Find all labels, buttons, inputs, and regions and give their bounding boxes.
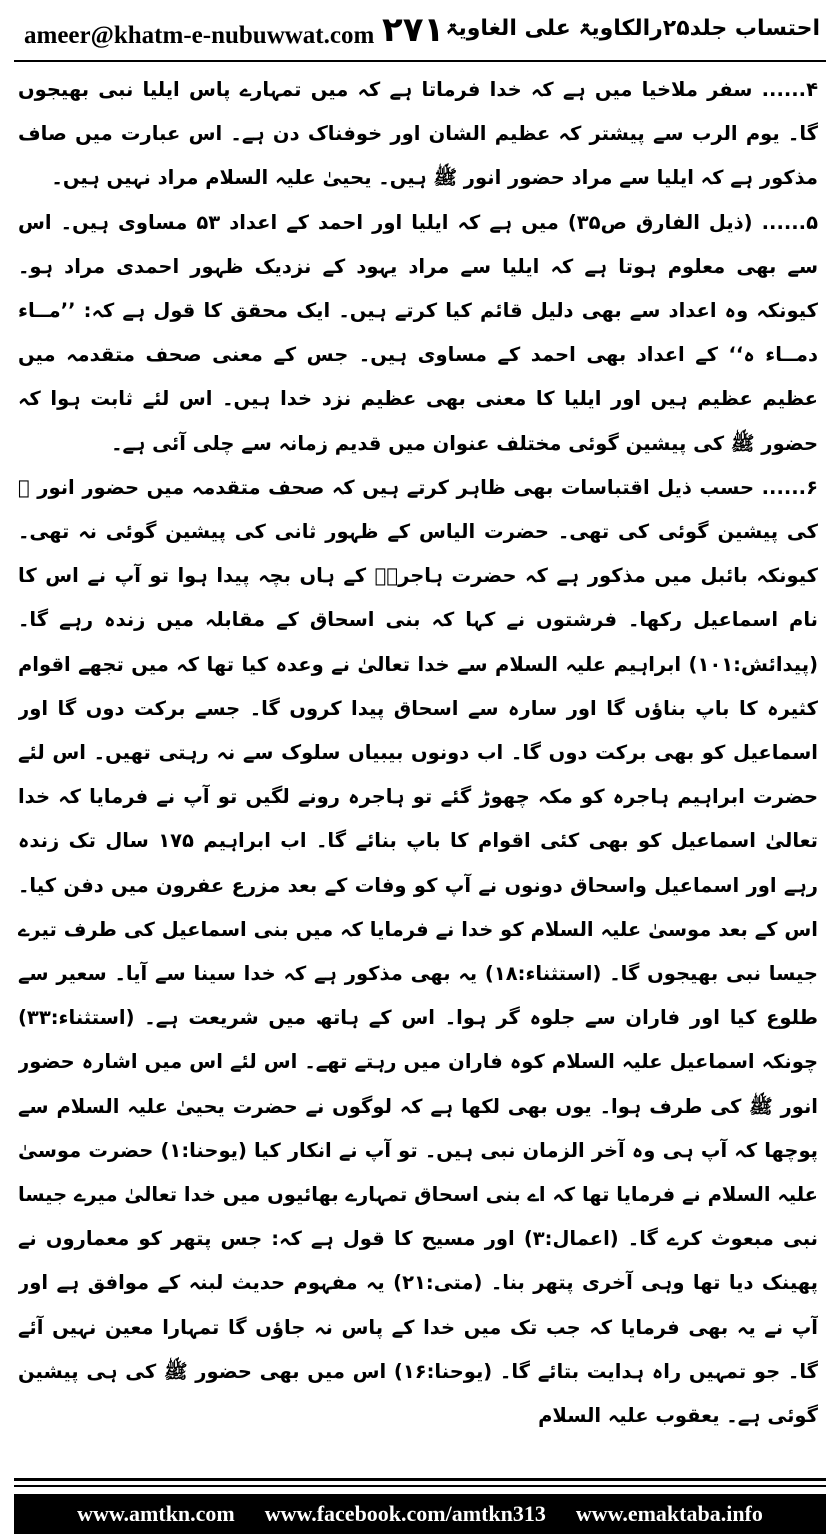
header-divider bbox=[14, 60, 826, 62]
footer-divider-top bbox=[14, 1478, 826, 1481]
page-header bbox=[14, 8, 826, 64]
paragraph-5: ۵...... (ذیل الفارق ص۳۵) میں ہے کہ ایلیا اور احمد کے اعداد ۵۳ مساوی ہیں۔ اس سے بھی معلوم ہوتا ہے کہ ایلیا سے مراد یہود کے نزدیک ظہور احمدی مراد ہو۔ کیونکہ وہ اعداد سے بھی دلیل قائم کیا کرتے ہیں۔ ایک محقق کا قول ہے کہ: ’’مــاء دمــاء ہ‘‘ کے اعداد بھی احمد کے مساوی ہیں۔ جس کے معنی صحف متقدمہ میں عظیم عظیم ہیں اور ایلیا کا معنی بھی عظیم نزد خدا ہیں۔ اس لئے ثابت ہوا کہ حضور ﷺ کی پیشین گوئی مختلف عنوان میں قدیم زمانہ سے چلی آئی ہے۔ bbox=[18, 210, 818, 455]
paragraph-4: ۴...... سفر ملاخیا میں ہے کہ خدا فرماتا ہے کہ میں تمہارے پاس ایلیا نبی بھیجوں گا۔ یوم الرب سے پیشتر کہ عظیم الشان اور خوفناک دن ہے۔ اس عبارت میں صاف مذکور ہے کہ ایلیا سے مراد حضور انور ﷺ ہیں۔ یحییٰ علیہ السلام مراد نہیں ہیں۔ bbox=[18, 78, 818, 190]
paragraph-6: ۶...... حسب ذیل اقتباسات بھی ظاہر کرتے ہیں کہ صحف متقدمہ میں حضور انور ﷺ کی پیشین گوئی کی تھی۔ حضرت الیاس کے ظہور ثانی کی پیشین گوئی نہ تھی۔ کیونکہ بائبل میں مذکور ہے کہ حضرت ہاجرہؑ کے ہاں بچہ پیدا ہوا تو آپ نے اس کا نام اسماعیل رکھا۔ فرشتوں نے کہا کہ بنی اسحاق کے مقابلہ میں زندہ رہے گا۔ (پیدائش:۱۰۱) ابراہیم علیہ السلام سے خدا تعالیٰ نے وعدہ کیا تھا کہ میں تجھے اقوام کثیرہ کا باپ بناؤں گا اور سارہ سے اسحاق پیدا کروں گا۔ جسے برکت دوں گا اور اسماعیل کو بھی برکت دوں گا۔ اب دونوں بیبیاں سلوک سے نہ رہتی تھیں۔ اس لئے حضرت ابراہیم ہاجرہ کو مکہ چھوڑ گئے تو ہاجرہ رونے لگیں تو آپ نے فرمایا کہ خدا تعالیٰ اسماعیل کو بھی کئی اقوام کا باپ بنائے گا۔ اب ابراہیم ۱۷۵ سال تک زندہ رہے اور اسماعیل واسحاق دونوں نے آپ کو وفات کے بعد مزرع عفرون میں دفن کیا۔ اس کے بعد موسیٰ علیہ السلام کو خدا نے فرمایا کہ میں بنی اسماعیل کی طرف تیرے جیسا نبی بھیجوں گا۔ (استثناء:۱۸) یہ بھی مذکور ہے کہ خدا سینا سے آیا۔ سعیر سے طلوع کیا اور فاران سے جلوہ گر ہوا۔ اس کے ہاتھ میں شریعت ہے۔ (استثناء:۳۳) چونکہ اسماعیل علیہ السلام کوہ فاران میں رہتے تھے۔ اس لئے اس میں اشارہ حضور انور ﷺ کی طرف ہوا۔ یوں بھی لکھا ہے کہ لوگوں نے حضرت یحییٰ علیہ السلام سے پوچھا کہ آپ ہی وہ آخر الزمان نبی ہیں۔ تو آپ نے انکار کیا (یوحنا:۱) حضرت موسیٰ علیہ السلام نے فرمایا تھا کہ اے بنی اسحاق تمہارے بھائیوں میں خدا تعالیٰ میرے جیسا نبی مبعوث کرے گا۔ (اعمال:۳) اور مسیح کا قول ہے کہ: جس پتھر کو معماروں نے پھینک دیا تھا وہی آخری پتھر بنا۔ (متی:۲۱) یہ مفہوم حدیث لبنہ کے موافق ہے اور آپ نے یہ بھی فرمایا کہ جب تک میں خدا کے پاس نہ جاؤں گا تمہارا معین نہیں آئے گا۔ جو تمہیں راہ ہدایت بتائے گا۔ (یوحنا:۱۶) اس میں بھی حضور ﷺ کی ہی پیشین گوئی ہے۔ یعقوب علیہ السلام bbox=[18, 475, 818, 1428]
footer-link-emaktaba[interactable]: www.emaktaba.info bbox=[575, 1501, 763, 1526]
page-number: ۲۷۱ bbox=[382, 10, 445, 50]
book-title: احتساب جلد۲۵رالکاویۃ علی الغاویۃ bbox=[445, 16, 820, 41]
body-text bbox=[18, 68, 818, 1462]
footer-link-amtkn[interactable]: www.amtkn.com bbox=[77, 1501, 235, 1526]
footer-divider-bottom bbox=[14, 1485, 826, 1487]
header-email: ameer@khatm-e-nubuwwat.com bbox=[24, 22, 375, 49]
footer-bar bbox=[14, 1494, 826, 1534]
footer-link-facebook[interactable]: www.facebook.com/amtkn313 bbox=[264, 1501, 546, 1526]
